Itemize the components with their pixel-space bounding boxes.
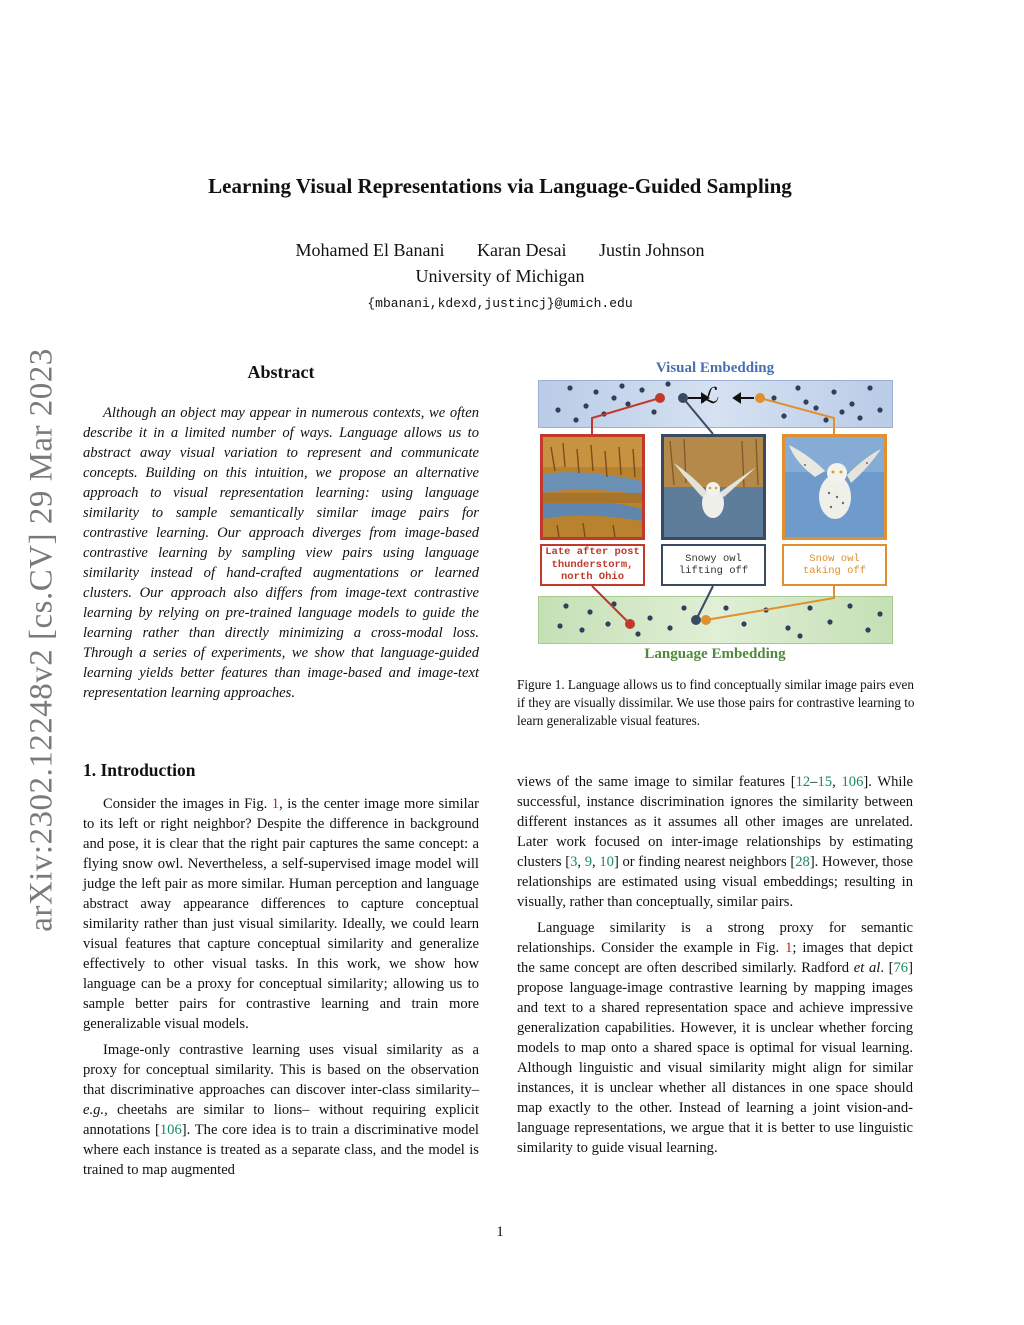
- visual-embedding-label: Visual Embedding: [655, 360, 775, 376]
- right-visual-point: [755, 393, 765, 403]
- right-language-point: [701, 615, 711, 625]
- citation-link[interactable]: 15: [817, 774, 833, 790]
- affiliation: University of Michigan: [415, 266, 585, 286]
- language-embedding-label: Language Embedding: [644, 646, 786, 662]
- right-language-connector: [706, 586, 834, 620]
- author-list: [0, 240, 1000, 261]
- introduction-heading: 1. Introduction: [83, 760, 196, 780]
- author-2: Karan Desai: [476, 240, 567, 260]
- citation-link[interactable]: 3: [570, 854, 578, 870]
- loss-arrows: [688, 394, 754, 402]
- abstract-body: Although an object may appear in numerous contexts, we often describe it in a limited number of ways. Language allows us to abstract away visual variation to represent and communicate concepts. Building on this intuition, we propose an alternative approach to visual representation learning: using language similarity to sample semantically similar image pairs for contrastive learning. Our approach diverges from image-based contrastive learning by sampling view pairs using language similarity instead of hand-crafted augmentations or learned clusters. Our approach also differs from image-text contrastive learning by relying on pre-trained language models to guide the learning rather than directly minimizing a cross-modal loss. Through a series of experiments, we show that language-guided learning yields better features than image-based and image-text representation learning approaches.: [83, 405, 479, 701]
- citation-link[interactable]: 28: [795, 854, 810, 870]
- contrastive-loss-symbol: ℒ: [702, 384, 718, 409]
- intro-paragraph-4: Language similarity is a strong proxy for semantic relationships. Consider the example in Fig. 1; images that depict the same concept are often described similarly. Radford et al. [76] propose language-image contrastive learning by mapping images and text to a shared representation space and achieve impressive generalization capabilities. However, it is unclear whether forcing models to map onto a shared space is optimal for visual learning. Although linguistic and visual similarity might align for similar instances, it is unclear whether all distances in one space should map exactly to the other. Instead of learning a joint vision-and-language representations, we argue that it is better to use linguistic similarity to guide visual learning.: [517, 920, 913, 1156]
- caption-snow-owl: Snow owl taking off: [782, 544, 887, 586]
- center-visual-point: [678, 393, 688, 403]
- citation-link[interactable]: 12: [795, 774, 811, 790]
- intro-paragraph-1: Consider the images in Fig. 1, is the center image more similar to its left or right neighbor? Despite the difference in background and pose, it is clear that the right pair captures the same concept: a flying snow owl. Nevertheless, a self-supervised image model will judge the left pair as more similar. Human perception and language abstract away appearance differences to capture conceptual similarity rather than just visual similarity. Ideally, we could learn visual features that capture conceptual similarity and generalize effectively to other visual tasks. In this work, we show how language can be a proxy for conceptual similarity; allowing us to sample better pairs for contrastive learning and train more generalizable visual models.: [83, 796, 480, 1032]
- center-language-point: [691, 615, 701, 625]
- author-emails: {mbanani,kdexd,justincj}@umich.edu: [367, 296, 633, 311]
- author-1: Mohamed El Banani: [295, 240, 445, 260]
- left-language-connector: [592, 586, 630, 624]
- introduction-left-column: [83, 794, 479, 1186]
- introduction-right-column: [517, 772, 913, 1164]
- figure-1: [530, 358, 900, 668]
- abstract-heading: Abstract: [247, 362, 315, 382]
- left-visual-point: [655, 393, 665, 403]
- figure-1-reference[interactable]: 1: [785, 940, 793, 956]
- intro-paragraph-2: Image-only contrastive learning uses visual similarity as a proxy for conceptual similarity. This is based on the observation that discriminative approaches can discover inter-class similarity–e.g., cheetahs are similar to lions– without requiring explicit annotations [106]. The core idea is to train a discriminative model where each instance is treated as a separate class, and the model is trained to map augmented: [83, 1042, 479, 1178]
- intro-paragraph-3: views of the same image to similar features [12–15, 106]. While successful, instance discrimination ignores the similarity between different instances as it assumes all other images are unrelated. Later work focused on inter-image relationships by estimating clusters [3, 9, 10] or finding nearest neighbors [28]. However, those relationships are estimated using visual embeddings; resulting in visually, rather than conceptually, similar pairs.: [517, 774, 914, 910]
- right-visual-connector: [760, 398, 834, 434]
- page-number: 1: [496, 1224, 504, 1240]
- caption-thunderstorm: Late after post thunderstorm, north Ohio: [540, 544, 645, 586]
- citation-link[interactable]: 9: [584, 854, 593, 870]
- caption-snowy-owl: Snowy owl lifting off: [661, 544, 766, 586]
- left-language-point: [625, 619, 635, 629]
- citation-link[interactable]: 76: [893, 960, 909, 976]
- language-embedding-dots: [557, 601, 882, 638]
- center-language-connector: [696, 586, 713, 620]
- arxiv-identifier: arXiv:2302.12248v2 [cs.CV] 29 Mar 2023: [23, 348, 60, 932]
- figure-caption: Figure 1. Language allows us to find conceptually similar image pairs even if they are visually dissimilar. We use those pairs for contrastive learning to learn generalizable visual features.: [517, 677, 915, 728]
- paper-title: Learning Visual Representations via Language-Guided Sampling: [208, 174, 792, 198]
- citation-link[interactable]: 10: [599, 854, 614, 870]
- citation-link[interactable]: 106: [159, 1122, 182, 1138]
- figure-1-reference[interactable]: 1: [271, 796, 280, 812]
- visual-embedding-dots: [555, 381, 882, 422]
- author-3: Justin Johnson: [598, 240, 705, 260]
- citation-link[interactable]: 106: [841, 774, 864, 790]
